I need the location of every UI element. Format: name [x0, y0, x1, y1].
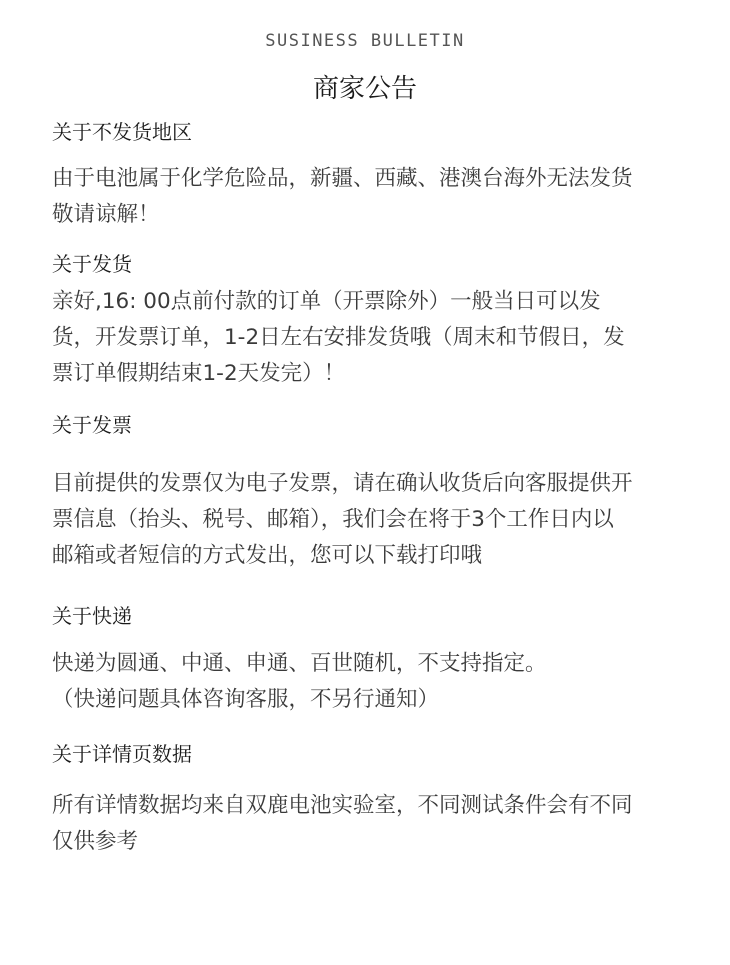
body-line: 货，开发票订单，1-2日左右安排发货哦（周末和节假日，发 [52, 325, 625, 350]
body-line: 票信息（抬头、税号、邮箱），我们会在将于3个工作日内以 [52, 507, 614, 532]
body-line: 仅供参考 [52, 829, 139, 854]
section-heading-shipping: 关于发货 [52, 252, 132, 276]
body-line: 敬请谅解！ [52, 202, 160, 227]
section-body-no-shipping-regions [52, 161, 702, 233]
section-body-invoice [52, 466, 702, 574]
body-line: 快递为圆通、中通、申通、百世随机，不支持指定。 [52, 651, 547, 676]
section-body-shipping [52, 284, 702, 392]
section-heading-detail-data: 关于详情页数据 [52, 742, 192, 766]
section-heading-no-shipping-regions: 关于不发货地区 [52, 120, 192, 144]
section-heading-invoice: 关于发票 [52, 413, 132, 437]
section-heading-courier: 关于快递 [52, 604, 132, 628]
body-line: 由于电池属于化学危险品，新疆、西藏、港澳台海外无法发货 [52, 166, 633, 191]
bulletin-eyebrow: SUSINESS BULLETIN [265, 31, 465, 51]
section-body-courier [52, 646, 702, 718]
body-line: （快递问题具体咨询客服，不另行通知） [52, 687, 440, 712]
body-line: 亲好,16: 00点前付款的订单（开票除外）一般当日可以发 [52, 289, 601, 314]
body-line: 目前提供的发票仅为电子发票，请在确认收货后向客服提供开 [52, 471, 633, 496]
body-line: 所有详情数据均来自双鹿电池实验室，不同测试条件会有不同 [52, 793, 633, 818]
page-title: 商家公告 [312, 74, 417, 104]
body-line: 邮箱或者短信的方式发出，您可以下载打印哦 [52, 543, 483, 568]
body-line: 票订单假期结束1-2天发完）！ [52, 361, 346, 386]
section-body-detail-data [52, 788, 702, 860]
